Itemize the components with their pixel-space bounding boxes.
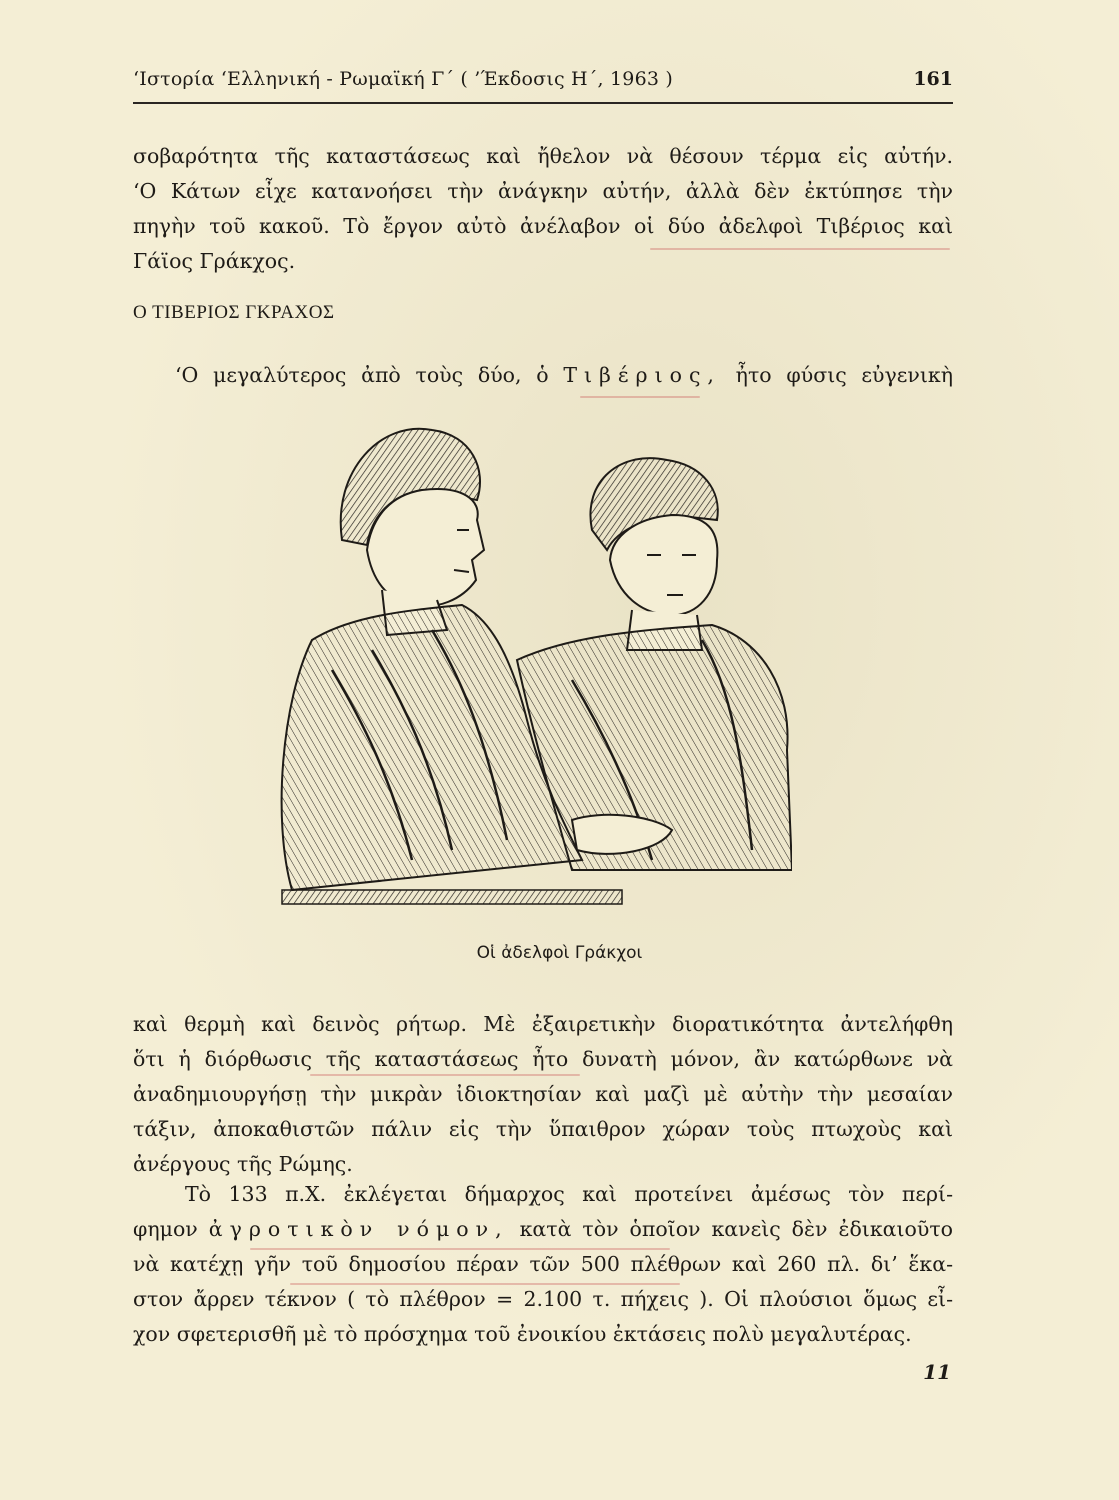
text-line: καὶ θερμὴ καὶ δεινὸς ρήτωρ. Μὲ ἐξαιρετικὴν διορατικότητα ἀντελήφθη <box>133 1012 953 1036</box>
header-rule <box>133 102 953 104</box>
text-line: νὰ κατέχῃ γῆν τοῦ δημοσίου πέραν τῶν 500 πλέθρων καὶ 260 πλ. δι’ ἕκα- <box>133 1252 953 1276</box>
text-line: Γάϊος Γράκχος. <box>133 249 296 273</box>
pencil-mark <box>580 396 700 398</box>
page-number: 161 <box>913 68 953 90</box>
text-fragment: ‘Ο μεγαλύτερος ἀπὸ τοὺς δύο, ὁ <box>175 363 564 387</box>
text-fragment: κατὰ τὸν ὁποῖον κανεὶς δὲν ἐδικαιοῦτο <box>508 1217 954 1241</box>
text-fragment: φημον <box>133 1217 209 1241</box>
text-line: ἀναδημιουργήσῃ τὴν μικρὰν ἰδιοκτησίαν καὶ μαζὶ μὲ αὐτὴν τὴν μεσαίαν <box>133 1082 953 1106</box>
pencil-mark <box>290 1283 680 1285</box>
gracchi-engraving <box>272 420 792 920</box>
text-line: στον ἄρρεν τέκνον ( τὸ πλέθρον = 2.100 τ. πήχεις ). Οἱ πλούσιοι ὅμως εἶ- <box>133 1287 953 1311</box>
text-line: πηγὴν τοῦ κακοῦ. Τὸ ἔργον αὐτὸ ἀνέλαβον οἱ δύο ἀδελφοὶ Τιβέριος καὶ <box>133 214 953 238</box>
text-line: Τὸ 133 π.Χ. ἐκλέγεται δήμαρχος καὶ προτείνει ἀμέσως τὸν περί- <box>185 1182 953 1206</box>
text-line <box>133 358 953 393</box>
right-figure-face <box>610 515 717 615</box>
text-line <box>133 1212 953 1247</box>
section-heading: Ο ΤΙΒΕΡΙΟΣ ΓΚΡΑΧΟΣ <box>133 302 335 323</box>
gracchi-illustration <box>272 420 792 920</box>
text-line: ‘Ο Κάτων εἶχε κατανοήσει τὴν ἀνάγκην αὐτήν, ἀλλὰ δὲν ἐκτύπησε τὴν <box>133 179 953 203</box>
running-header-title: ‘Ιστορία ‘Ελληνική - Ρωμαϊκή Γ΄ ( ’Έκδοσις Η΄, 1963 ) <box>133 68 674 90</box>
folio-number: 11 <box>923 1360 951 1384</box>
engraving-base <box>282 890 622 904</box>
pencil-mark <box>250 1248 670 1250</box>
spaced-term-agrarian-law: ἀγροτικὸν νόμον, <box>208 1217 509 1241</box>
text-line: τάξιν, ἀποκαθιστῶν πάλιν εἰς τὴν ὕπαιθρον χώραν τοὺς πτωχοὺς καὶ <box>133 1117 953 1141</box>
text-line: ἀνέργους τῆς Ρώμης. <box>133 1152 353 1176</box>
text-fragment: ἦτο φύσις εὐγενικὴ <box>720 363 953 387</box>
paragraph-agrarian-law <box>133 1177 953 1352</box>
text-line: ὅτι ἡ διόρθωσις τῆς καταστάσεως ἦτο δυνατὴ μόνον, ἂν κατώρθωνε νὰ <box>133 1047 953 1071</box>
figure-caption: Οἱ ἀδελφοὶ Γράκχοι <box>476 943 643 963</box>
paragraph-intro <box>133 139 953 279</box>
text-line: χον σφετερισθῆ μὲ τὸ πρόσχημα τοῦ ἐνοικίου ἐκτάσεις πολὺ μεγαλυτέρας. <box>133 1322 912 1346</box>
text-line: σοβαρότητα τῆς καταστάσεως καὶ ἤθελον νὰ θέσουν τέρμα εἰς αὐτήν. <box>133 144 953 168</box>
paragraph-tiberius-intro <box>133 358 953 393</box>
pencil-mark <box>310 1074 580 1076</box>
paragraph-tiberius-character <box>133 1007 953 1182</box>
left-figure-toga <box>282 605 582 890</box>
running-header <box>133 68 953 102</box>
spaced-name-tiberius: Τιβέριος, <box>563 363 721 387</box>
pencil-mark <box>650 248 950 250</box>
